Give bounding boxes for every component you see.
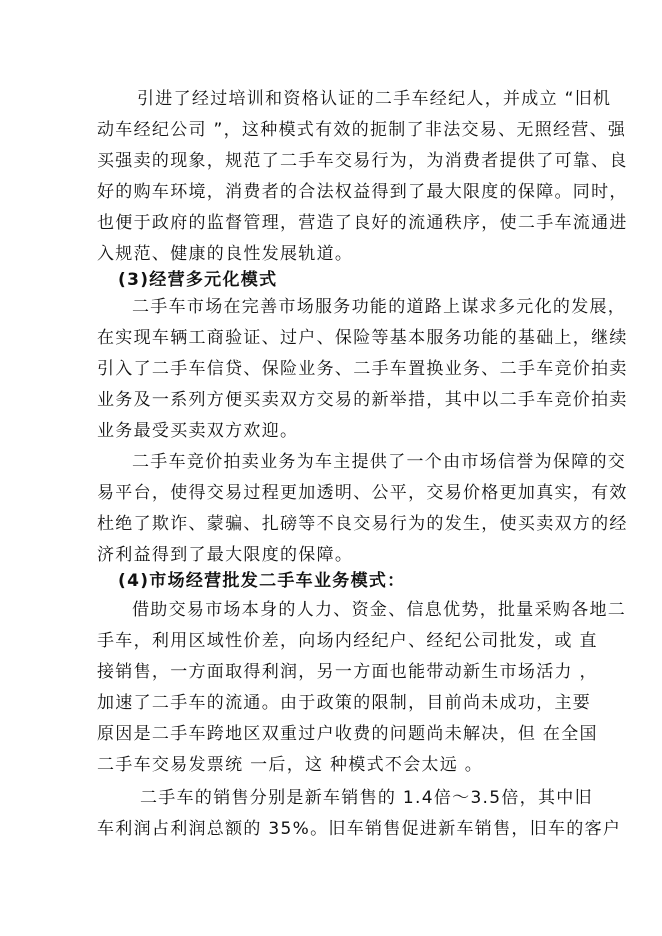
text-line: 二手车竞价拍卖业务为车主提供了一个由市场信誉为保障的交 — [132, 452, 627, 472]
text-line: 引进了经过培训和资格认证的二手车经纪人，并成立 “旧机 — [137, 89, 612, 109]
text-line: 入规范、健康的良性发展轨道。 — [97, 244, 354, 264]
text-line: 买强卖的现象，规范了二手车交易行为，为消费者提供了可靠、良 — [97, 151, 628, 171]
text-line: 接销售，一方面取得利润，另一方面也能带动新生市场活力 ， — [97, 662, 598, 682]
text-line: 易平台，使得交易过程更加透明、公平，交易价格更加真实，有效 — [97, 483, 628, 503]
text-line: 手车，利用区域性价差，向场内经纪户、经纪公司批发，或 直 — [97, 631, 598, 651]
text-line: 车利润占利润总额的 35%。旧车销售促进新车销售，旧车的客户 — [97, 819, 622, 839]
section-heading: (4)市场经营批发二手车业务模式： — [118, 571, 406, 591]
text-line: 在实现车辆工商验证、过户、保险等基本服务功能的基础上，继续 — [97, 328, 628, 348]
section-heading: (3)经营多元化模式 — [118, 270, 278, 290]
text-line: 加速了二手车的流通。由于政策的限制，目前尚未成功，主要 — [97, 693, 592, 713]
text-line: 二手车市场在完善市场服务功能的道路上谋求多元化的发展， — [132, 297, 627, 317]
text-line: 借助交易市场本身的人力、资金、信息优势，批量采购各地二 — [132, 600, 627, 620]
text-line: 二手车的销售分别是新车销售的 1.4倍～3.5倍，其中旧 — [140, 788, 593, 808]
text-line: 杜绝了欺诈、蒙骗、扎磅等不良交易行为的发生，使买卖双方的经 — [97, 514, 628, 534]
text-line: 原因是二手车跨地区双重过户收费的问题尚未解决，但 在全国 — [97, 724, 598, 744]
text-line: 业务最受买卖双方欢迎。 — [97, 421, 299, 441]
text-line: 二手车交易发票统 一后，这 种模式不会太远 。 — [97, 755, 484, 775]
text-line: 动车经纪公司 ”，这种模式有效的扼制了非法交易、无照经营、强 — [97, 120, 627, 140]
text-line: 好的购车环境，消费者的合法权益得到了最大限度的保障。同时， — [97, 182, 628, 202]
text-line: 也便于政府的监督管理，营造了良好的流通秩序，使二手车流通进 — [97, 213, 628, 233]
text-line: 业务及一系列方便买卖双方交易的新举措，其中以二手车竞价拍卖 — [97, 390, 628, 410]
text-line: 济利益得到了最大限度的保障。 — [97, 545, 354, 565]
text-line: 引入了二手车信贷、保险业务、二手车置换业务、二手车竞价拍卖 — [97, 359, 628, 379]
